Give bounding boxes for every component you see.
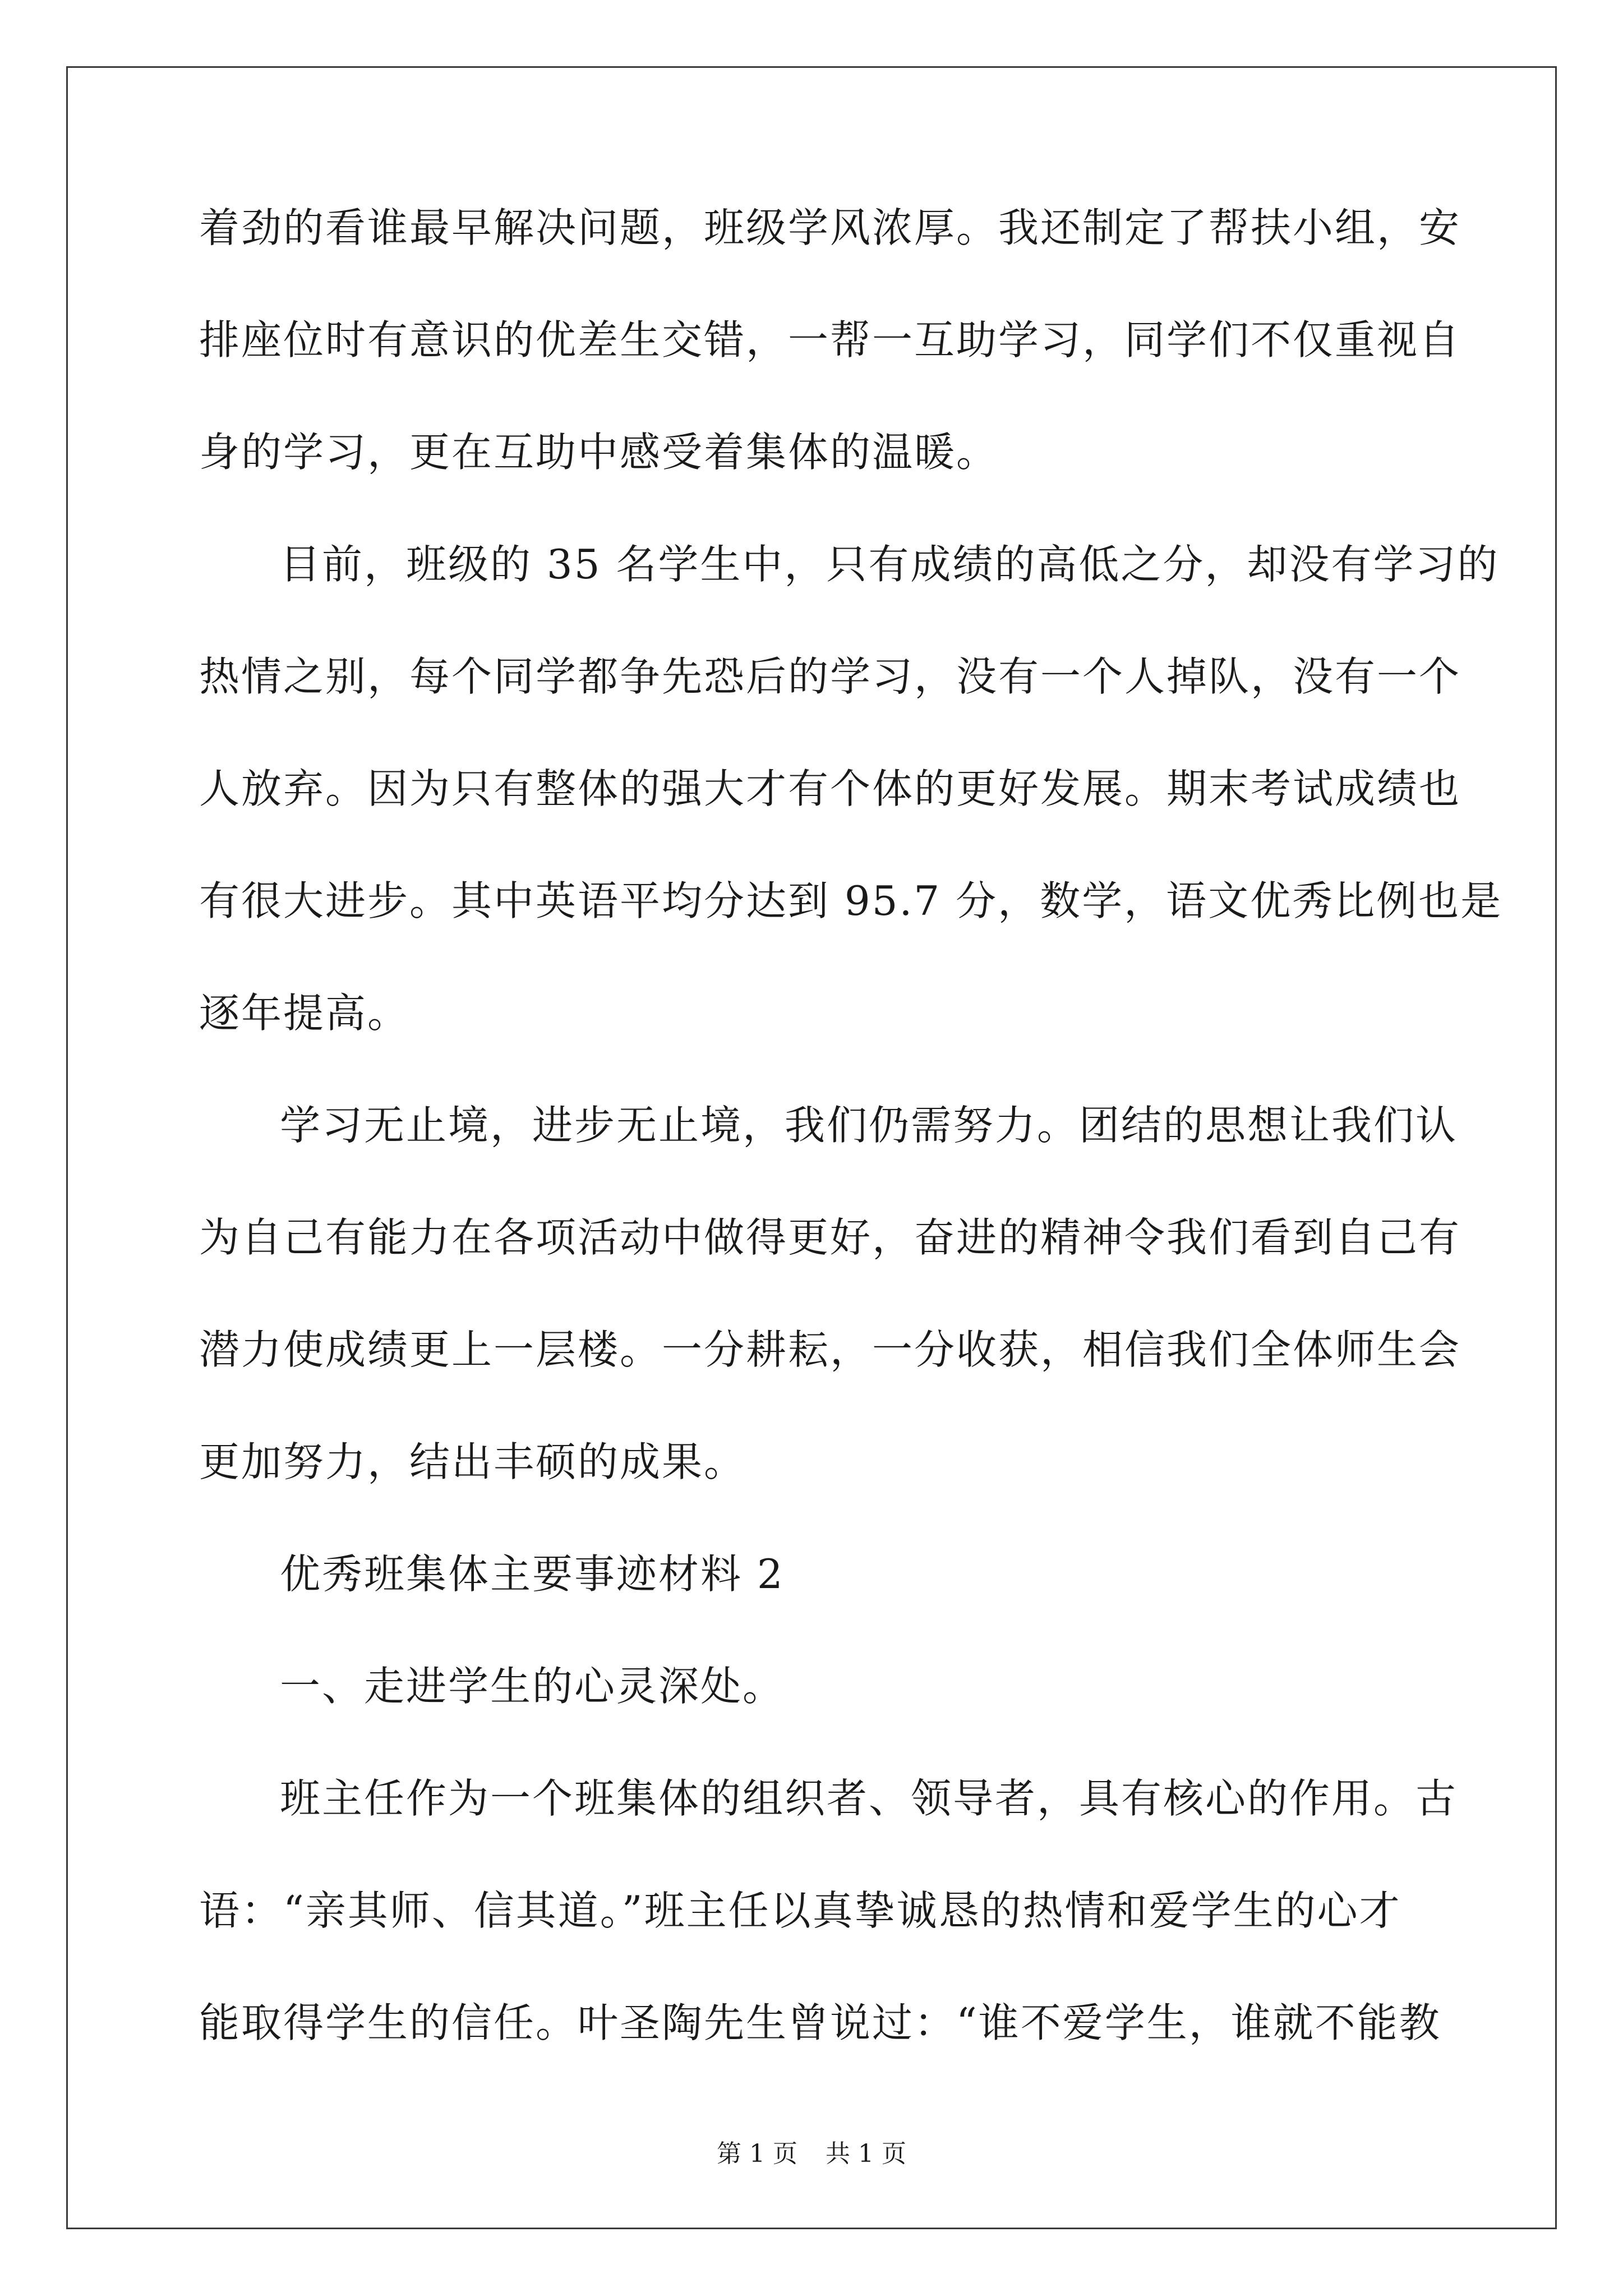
text-line: 能取得学生的信任。叶圣陶先生曾说过：“谁不爱学生，谁就不能教	[199, 1999, 1441, 2046]
document-body	[199, 204, 1503, 2115]
page-number: 第 1 页	[717, 2139, 797, 2168]
text-line: 逐年提高。	[199, 990, 410, 1037]
text-line: 更加努力，结出丰硕的成果。	[199, 1438, 746, 1485]
text-line: 学习无止境，进步无止境，我们仍需努力。团结的思想让我们认	[280, 1102, 1458, 1149]
page-footer	[0, 2139, 1623, 2168]
text-line: 身的学习，更在互助中感受着集体的温暖。	[199, 429, 999, 476]
text-line: 潜力使成绩更上一层楼。一分耕耘，一分收获，相信我们全体师生会	[199, 1326, 1461, 1373]
text-line: 为自己有能力在各项活动中做得更好，奋进的精神令我们看到自己有	[199, 1214, 1461, 1261]
text-line: 有很大进步。其中英语平均分达到 95.7 分，数学，语文优秀比例也是	[199, 877, 1503, 924]
text-line: 班主任作为一个班集体的组织者、领导者，具有核心的作用。古	[280, 1775, 1458, 1822]
page-total: 共 1 页	[826, 2139, 906, 2168]
text-line: 语：“亲其师、信其道。”班主任以真挚诚恳的热情和爱学生的心才	[199, 1887, 1401, 1934]
text-line: 目前，班级的 35 名学生中，只有成绩的高低之分，却没有学习的	[280, 541, 1500, 588]
section-heading: 优秀班集体主要事迹材料 2	[280, 1550, 785, 1598]
text-line: 排座位时有意识的优差生交错，一帮一互助学习，同学们不仅重视自	[199, 316, 1461, 364]
subsection-heading: 一、走进学生的心灵深处。	[280, 1663, 785, 1710]
text-line: 着劲的看谁最早解决问题，班级学风浓厚。我还制定了帮扶小组，安	[199, 204, 1461, 251]
text-line: 人放弃。因为只有整体的强大才有个体的更好发展。期末考试成绩也	[199, 765, 1461, 812]
text-line: 热情之别，每个同学都争先恐后的学习，没有一个人掉队，没有一个	[199, 653, 1461, 700]
